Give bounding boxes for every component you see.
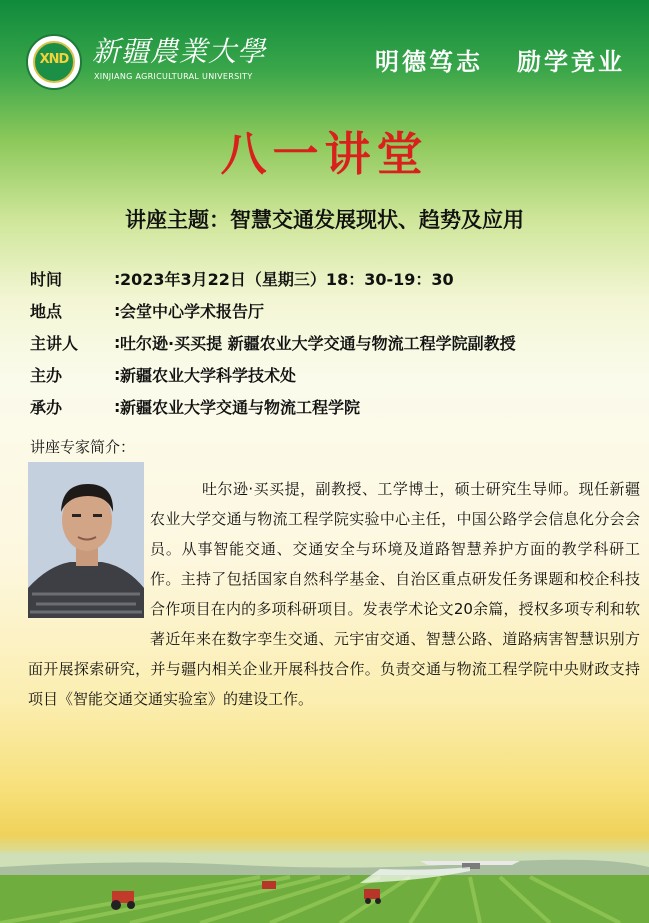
info-label: 主办 <box>30 365 63 385</box>
info-row-location: 地点 : 会堂中心学术报告厅 <box>30 300 265 321</box>
info-row-host: 主办 : 新疆农业大学科学技术处 <box>30 364 297 385</box>
info-label: 主讲人 <box>30 333 79 353</box>
bio-text-block <box>28 474 640 714</box>
page-title: 八一讲堂 <box>220 127 429 181</box>
lecture-subject: 讲座主题：智慧交通发展现状、趋势及应用 <box>125 208 524 232</box>
motto <box>375 42 625 77</box>
info-value: 会堂中心学术报告厅 <box>120 301 265 321</box>
info-value: 新疆农业大学交通与物流工程学院 <box>120 397 361 417</box>
lecture-info <box>30 262 640 422</box>
info-row-organizer: 承办 : 新疆农业大学交通与物流工程学院 <box>30 396 361 417</box>
motto-right: 励学竞业 <box>517 48 625 76</box>
info-row-speaker: 主讲人 : 吐尔逊·买买提 新疆农业大学交通与物流工程学院副教授 <box>30 332 516 353</box>
logo-monogram: XND <box>39 52 69 67</box>
bio-heading: 讲座专家简介： <box>30 438 136 456</box>
bio-paragraph: 吐尔逊·买买提，副教授、工学博士，硕士研究生导师。现任新疆农业大学交通与物流工程学院实验中心主任，中国公路学会信息化分会会员。从事智能交通、交通安全与环境及道路智慧养护方面的教学科研工作。主持了包括国家自然科学基金、自治区重点研发任务课题和校企科技合作项目在内的多项科研项目。发表学术论文20余篇，授权多项专利和软著近年来在数字孪生交通、元宇宙交通、智慧公路、道路病害智慧识别方面开展探索研究，并与疆内相关企业开展科技合作。负责交通与物流工程学院中央财政支持项目《智能交通交通实验室》的建设工作。 <box>28 480 640 708</box>
info-row-time: 时间 : 2023年3月22日（星期三）18：30-19：30 <box>30 268 454 289</box>
info-value: 2023年3月22日（星期三）18：30-19：30 <box>120 269 454 289</box>
info-label: 地点 <box>30 301 63 321</box>
info-value: 吐尔逊·买买提 新疆农业大学交通与物流工程学院副教授 <box>120 333 516 353</box>
motto-left: 明德笃志 <box>375 48 483 76</box>
info-label: 时间 <box>30 269 63 289</box>
farm-field-icon <box>0 853 649 923</box>
farm-field-illustration <box>0 853 649 923</box>
info-label: 承办 <box>30 397 63 417</box>
info-value: 新疆农业大学科学技术处 <box>120 365 297 385</box>
university-name-cn: 新疆農業大學 <box>92 35 267 68</box>
university-logo-icon <box>26 34 82 90</box>
header <box>0 0 649 110</box>
university-name-en: XINJIANG AGRICULTURAL UNIVERSITY <box>94 72 253 81</box>
